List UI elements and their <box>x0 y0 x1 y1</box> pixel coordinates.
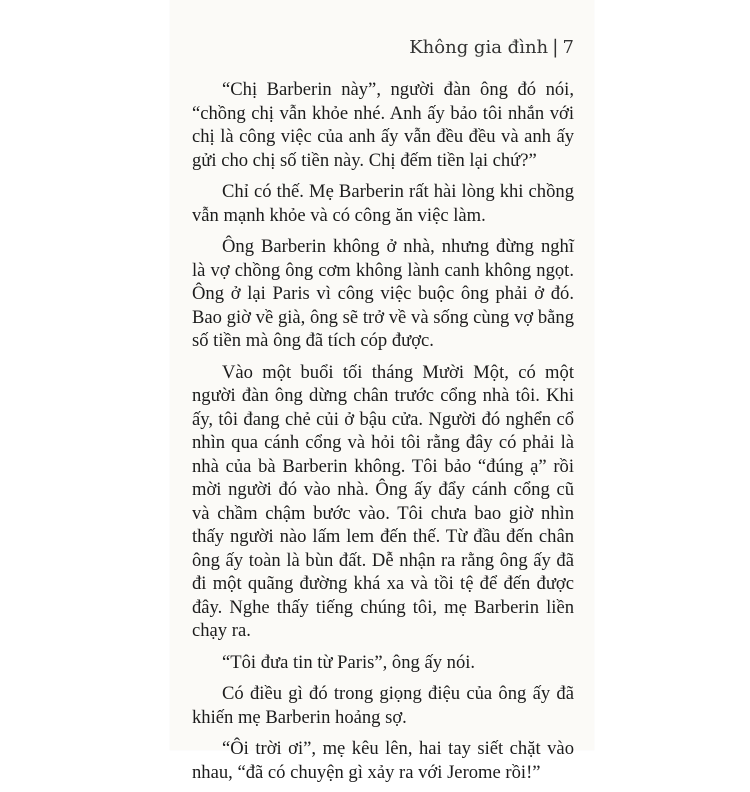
paragraph: Ông Barberin không ở nhà, nhưng đừng nghĩ là vợ chồng ông cơm không lành canh không ngọt. Ông ở lại Paris vì công việc buộc ông phải ở đó. Bao giờ về già, ông sẽ trở về và sống cùng vợ bằng số tiền mà ông đã tích cóp được. <box>192 236 574 351</box>
book-page <box>170 0 594 783</box>
running-header <box>409 36 574 58</box>
paragraph: “Chị Barberin này”, người đàn ông đó nói, “chồng chị vẫn khỏe nhé. Anh ấy bảo tôi nhắn với chị là công việc của anh ấy vẫn đều đều và anh ấy gửi cho chị số tiền này. Chị đếm tiền lại chứ?” <box>192 79 574 171</box>
paragraph: “Tôi đưa tin từ Paris”, ông ấy nói. <box>222 651 476 673</box>
body-text <box>192 78 574 792</box>
paragraph: Vào một buổi tối tháng Mười Một, có một người đàn ông dừng chân trước cổng nhà tôi. Khi ấy, tôi đang chẻ củi ở bậu cửa. Người đó nghển cổ nhìn qua cánh cổng và hỏi tôi rằng đây có phải là nhà của bà Barberin không. Tôi bảo “đúng ạ” rồi mời người đó vào nhà. Ông ấy đẩy cánh cổng cũ và chầm chậm bước vào. Tôi chưa bao giờ nhìn thấy người nào lấm lem đến thế. Từ đầu đến chân ông ấy toàn là bùn đất. Dễ nhận ra rằng ông ấy đã đi một quãng đường khá xa và tồi tệ để đến được đây. Nghe thấy tiếng chúng tôi, mẹ Barberin liền chạy ra. <box>192 361 574 641</box>
paragraph: Có điều gì đó trong giọng điệu của ông ấy đã khiến mẹ Barberin hoảng sợ. <box>192 683 574 728</box>
paragraph: “Ôi trời ơi”, mẹ kêu lên, hai tay siết chặt vào nhau, “đã có chuyện gì xảy ra với Jerome rồi!” <box>192 738 574 783</box>
page-number: 7 <box>562 37 574 58</box>
chapter-title: Không gia đình <box>409 37 549 58</box>
paragraph: Chỉ có thế. Mẹ Barberin rất hài lòng khi chồng vẫn mạnh khỏe và có công ăn việc làm. <box>192 181 574 226</box>
header-separator: | <box>552 36 559 58</box>
